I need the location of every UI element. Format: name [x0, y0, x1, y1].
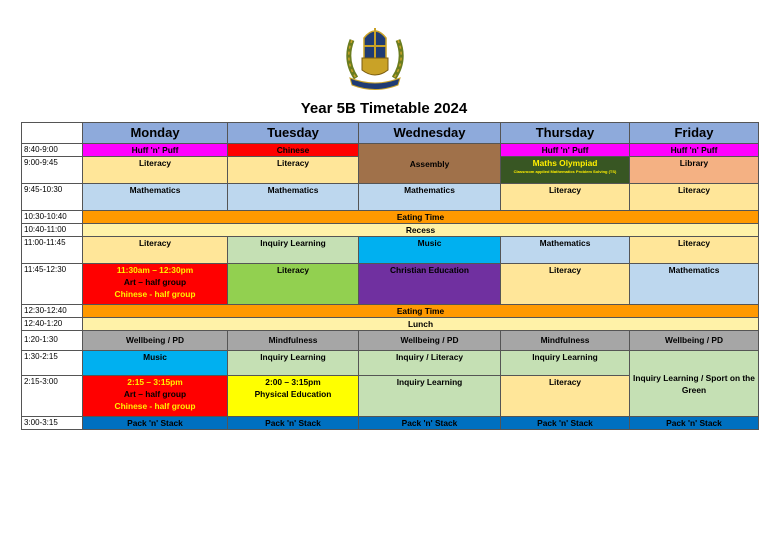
eating-time-cell: Eating Time: [83, 211, 759, 224]
timetable-row: [22, 331, 759, 351]
time-label: 9:00-9:45: [22, 157, 83, 184]
timetable-row: [22, 184, 759, 211]
lesson-cell: Inquiry Learning: [359, 376, 501, 417]
header-row: [22, 123, 759, 144]
lesson-cell: Literacy: [501, 264, 630, 305]
timetable-row: [22, 318, 759, 331]
time-label: 1:30-2:15: [22, 351, 83, 376]
lesson-cell: Inquiry Learning: [228, 237, 359, 264]
lesson-cell: Literacy: [83, 157, 228, 184]
lesson-cell: [83, 264, 228, 305]
time-label: 12:40-1:20: [22, 318, 83, 331]
lesson-cell: Assembly: [359, 144, 501, 184]
lesson-cell: Literacy: [228, 264, 359, 305]
lesson-cell: Literacy: [228, 157, 359, 184]
day-header-tuesday: Tuesday: [228, 123, 359, 144]
time-label: 12:30-12:40: [22, 305, 83, 318]
lesson-cell: Mindfulness: [228, 331, 359, 351]
art-group-label: Art – half group: [123, 389, 187, 399]
time-label: 8:40-9:00: [22, 144, 83, 157]
lesson-cell: Library: [630, 157, 759, 184]
lesson-cell: Wellbeing / PD: [630, 331, 759, 351]
lesson-cell: Pack 'n' Stack: [501, 417, 630, 430]
lunch-cell: Lunch: [83, 318, 759, 331]
day-header-monday: Monday: [83, 123, 228, 144]
lesson-cell: Mathematics: [83, 184, 228, 211]
recess-cell: Recess: [83, 224, 759, 237]
lesson-cell: Literacy: [501, 184, 630, 211]
timetable-row: [22, 305, 759, 318]
time-label: 3:00-3:15: [22, 417, 83, 430]
art-time-label: 2:15 – 3:15pm: [127, 377, 183, 387]
time-label: 9:45-10:30: [22, 184, 83, 211]
pe-label: Physical Education: [254, 389, 332, 399]
timetable-row: [22, 351, 759, 376]
lesson-cell: [501, 157, 630, 184]
timetable-row: [22, 237, 759, 264]
time-label: 11:00-11:45: [22, 237, 83, 264]
day-header-thursday: Thursday: [501, 123, 630, 144]
lesson-cell: Mathematics: [630, 264, 759, 305]
lesson-cell: Chinese: [228, 144, 359, 157]
time-label: 10:40-11:00: [22, 224, 83, 237]
lesson-cell: Pack 'n' Stack: [228, 417, 359, 430]
time-label: 10:30-10:40: [22, 211, 83, 224]
lesson-cell: [83, 376, 228, 417]
timetable-row: [22, 264, 759, 305]
lesson-cell: Literacy: [83, 237, 228, 264]
lesson-cell: Literacy: [501, 376, 630, 417]
lesson-cell: Music: [359, 237, 501, 264]
time-label: 11:45-12:30: [22, 264, 83, 305]
lesson-cell: Huff 'n' Puff: [630, 144, 759, 157]
lesson-cell: Inquiry Learning: [228, 351, 359, 376]
art-group-label: Art – half group: [123, 277, 187, 287]
lesson-cell: Inquiry / Literacy: [359, 351, 501, 376]
timetable: [21, 122, 759, 430]
lesson-cell: Mathematics: [228, 184, 359, 211]
eating-time-cell: Eating Time: [83, 305, 759, 318]
day-header-wednesday: Wednesday: [359, 123, 501, 144]
corner-cell: [22, 123, 83, 144]
school-crest-logo: [342, 22, 408, 92]
lesson-cell: Mathematics: [359, 184, 501, 211]
lesson-cell: Pack 'n' Stack: [630, 417, 759, 430]
lesson-cell: Literacy: [630, 237, 759, 264]
lesson-cell: Huff 'n' Puff: [501, 144, 630, 157]
art-time-label: 11:30am – 12:30pm: [116, 265, 194, 275]
lesson-cell: Inquiry Learning / Sport on the Green: [630, 351, 759, 417]
timetable-row: [22, 417, 759, 430]
lesson-cell: Wellbeing / PD: [359, 331, 501, 351]
maths-olympiad-note: Classroom applied Mathematics Problem Solving (TS): [513, 169, 617, 174]
lesson-cell: Mathematics: [501, 237, 630, 264]
timetable-row: [22, 144, 759, 157]
lesson-cell: Inquiry Learning: [501, 351, 630, 376]
day-header-friday: Friday: [630, 123, 759, 144]
time-label: 2:15-3:00: [22, 376, 83, 417]
lesson-cell: Wellbeing / PD: [83, 331, 228, 351]
lesson-cell: Literacy: [630, 184, 759, 211]
timetable-row: [22, 224, 759, 237]
maths-olympiad-label: Maths Olympiad: [532, 158, 598, 168]
chinese-group-label: Chinese - half group: [114, 401, 196, 411]
lesson-cell: Huff 'n' Puff: [83, 144, 228, 157]
lesson-cell: [228, 376, 359, 417]
lesson-cell: Christian Education: [359, 264, 501, 305]
pe-time-label: 2:00 – 3:15pm: [265, 377, 321, 387]
time-label: 1:20-1:30: [22, 331, 83, 351]
lesson-cell: Music: [83, 351, 228, 376]
lesson-cell: Mindfulness: [501, 331, 630, 351]
timetable-row: [22, 211, 759, 224]
timetable-title: Year 5B Timetable 2024: [300, 100, 468, 117]
lesson-cell: Pack 'n' Stack: [83, 417, 228, 430]
chinese-group-label: Chinese - half group: [114, 289, 196, 299]
lesson-cell: Pack 'n' Stack: [359, 417, 501, 430]
